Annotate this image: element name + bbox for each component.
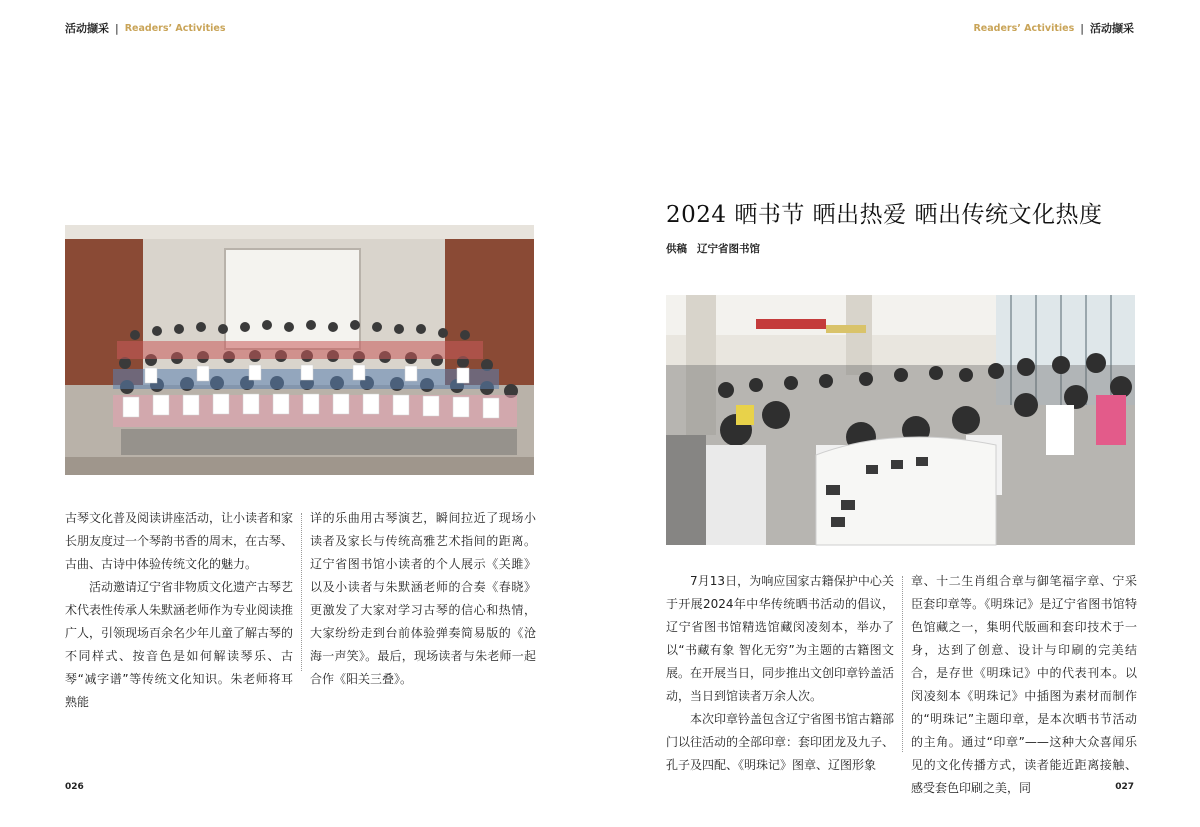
left-running-header — [65, 20, 226, 36]
section-label: 活动撷采 — [1090, 22, 1134, 35]
right-page — [600, 0, 1200, 827]
paragraph: 古琴文化普及阅读讲座活动，让小读者和家长朋友度过一个琴韵书香的周末，在古琴、古曲、古诗中体验传统文化的魅力。 — [65, 511, 294, 571]
header-divider: | — [1080, 21, 1084, 35]
page-number: 027 — [1115, 782, 1134, 792]
byline-label: 供稿 — [666, 243, 687, 255]
byline — [666, 241, 760, 256]
page-number: 026 — [65, 782, 84, 792]
section-label: 活动撷采 — [65, 22, 109, 35]
column-divider — [301, 513, 302, 671]
column-divider — [902, 576, 903, 752]
crowd-photo-illustration — [666, 295, 1135, 545]
header-divider: | — [115, 21, 119, 35]
byline-org: 辽宁省图书馆 — [697, 243, 760, 255]
paragraph: 活动邀请辽宁省非物质文化遗产古琴艺术代表性传承人朱默涵老师作为专业阅读推广人，引领现场百余名少年儿童了解古琴的不同样式、按音色是如何解读琴乐、古琴“减字谱”等传统文化知识。朱老师将耳熟能 — [65, 580, 294, 709]
paragraph: 本次印章钤盖包含辽宁省图书馆古籍部门以往活动的全部印章：套印团龙及九子、孔子及四配、《明珠记》图章、辽图形象 — [666, 712, 895, 772]
right-text-column-1 — [666, 570, 895, 772]
guqin-lecture-group-photo — [65, 225, 534, 475]
left-text-column-1 — [65, 507, 294, 709]
section-label-en: Readers’ Activities — [973, 22, 1075, 34]
left-text-column-2 — [310, 507, 536, 686]
group-photo-illustration — [65, 225, 534, 475]
article-title: 2024 晒书节 晒出热爱 晒出传统文化热度 — [666, 202, 1103, 228]
left-body-text — [65, 507, 537, 709]
paragraph: 7月13日，为响应国家古籍保护中心关于开展2024年中华传统晒书活动的倡议，辽宁省图书馆精选馆藏闵凌刻本，举办了以“书藏有象 智化无穷”为主题的古籍图文展。在开展当日，同步推出文创印章钤盖活动，当日到馆读者万余人次。 — [666, 574, 895, 703]
paragraph: 详的乐曲用古琴演艺，瞬间拉近了现场小读者及家长与传统高雅艺术指间的距离。辽宁省图书馆小读者的个人展示《关雎》以及小读者与朱默涵老师的合奏《春晓》更激发了大家对学习古琴的信心和热情，大家纷纷走到台前体验弹奏简易版的《沧海一声笑》。最后，现场读者与朱老师一起合作《阳关三叠》。 — [310, 511, 536, 686]
right-running-header — [973, 20, 1134, 36]
section-label-en: Readers’ Activities — [124, 22, 226, 34]
book-sunning-festival-photo — [666, 295, 1135, 545]
paragraph: 章、十二生肖组合章与御笔福字章、宁采臣套印章等。《明珠记》是辽宁省图书馆特色馆藏之一，集明代版画和套印技术于一身，达到了创意、设计与印刷的完美结合，是存世《明珠记》中的代表刊本。以闵凌刻本《明珠记》中插图为素材而制作的“明珠记”主题印章，是本次晒书节活动的主角。通过“印章”——这种大众喜闻乐见的文化传播方式，读者能近距离接触、感受套色印刷之美，同 — [911, 574, 1137, 795]
